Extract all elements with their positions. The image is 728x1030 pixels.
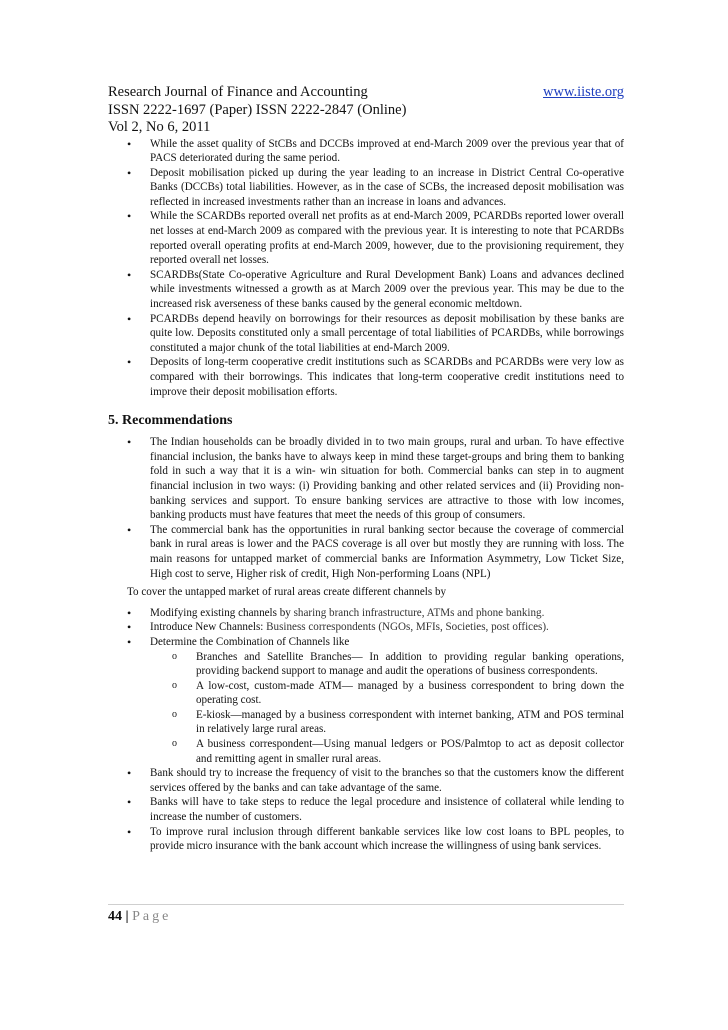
journal-header xyxy=(108,84,624,137)
sub-list-item: o A business correspondent—Using manual ledgers or POS/Palmtop to act as deposit collector and remitting agent in smaller rural areas. xyxy=(108,737,624,766)
volume-line: Vol 2, No 6, 2011 xyxy=(108,119,211,135)
list-item xyxy=(108,606,624,621)
list-item: • While the asset quality of StCBs and DCCBs improved at end-March 2009 over the previous year that of PACS deteriorated during the same period. xyxy=(108,137,624,166)
journal-title: Research Journal of Finance and Accounting xyxy=(108,84,368,100)
journal-website-link[interactable]: www.iiste.org xyxy=(543,84,624,100)
list-item: • Deposit mobilisation picked up during the year leading to an increase in District Central Co-operative Banks (DCCBs) total liabilities. However, as in the case of SCBs, the increased deposit mobilisation was reflected in increased investments rather than an increase in loans and advances. xyxy=(108,166,624,210)
list-item: • While the SCARDBs reported overall net profits as at end-March 2009, PCARDBs reported lower overall net losses at end-March 2009 as compared with the previous year. It is interesting to note that PCARDBs reported overall operating profits at end-March 2009, however, due to the provisioning requirement, they reported overall net losses. xyxy=(108,209,624,267)
closing-recommendations-list xyxy=(108,766,624,854)
channels-list xyxy=(108,606,624,650)
list-item: • The commercial bank has the opportunities in rural banking sector because the coverage of commercial bank in rural areas is lower and the PACS coverage is all over but mostly they are running with loss. The main reasons for untapped market of commercial banks are Information Asymmetry, Low Ticket Size, High cost to serve, Higher risk of credit, High Non-performing Loans (NPL) xyxy=(108,523,624,581)
sub-list-item: o Branches and Satellite Branches— In addition to providing regular banking operations, providing backend support to manage and audit the operations of business correspondents. xyxy=(108,650,624,679)
page-footer xyxy=(108,904,624,925)
list-item: • SCARDBs(State Co-operative Agriculture and Rural Development Bank) Loans and advances declined while investments witnessed a growth as at March 2009 over the previous year. This may be due to the increased risk averseness of these banks caused by the general economic meltdown. xyxy=(108,268,624,312)
footer-separator: | xyxy=(122,909,133,924)
list-item xyxy=(108,620,624,635)
channel-detail: Business correspondents (NGOs, MFIs, Societies, post offices). xyxy=(266,621,549,634)
channel-lead: Determine the Combination of Channels like xyxy=(150,635,350,648)
list-item: • The Indian households can be broadly divided in to two main groups, rural and urban. To have effective financial inclusion, the banks have to always keep in mind these target-groups and bring them to banking fold in such a way that it is a win- win situation for both. Commercial banks can step in to augment financial inclusion in two ways: (i) Providing banking and other related services and (ii) Providing non-banking services and support. To ensure banking services are attractive to those with low incomes, banking products must have features that meet the needs of this group of consumers. xyxy=(108,435,624,523)
sub-list-item: o A low-cost, custom-made ATM— managed by a business correspondent to bring down the operating cost. xyxy=(108,679,624,708)
findings-list xyxy=(108,137,624,400)
channel-lead: Introduce New Channels: xyxy=(150,621,267,634)
list-item: • Banks will have to take steps to reduce the legal procedure and insistence of collateral while lending to increase the number of customers. xyxy=(108,795,624,824)
recommendations-intro-list xyxy=(108,435,624,581)
list-item: • Bank should try to increase the frequency of visit to the branches so that the customers know the different services offered by the banks and can take advantage of the same. xyxy=(108,766,624,795)
section-heading: 5. Recommendations xyxy=(108,413,233,429)
channel-lead: Modifying existing channels by xyxy=(150,606,294,619)
list-item: • Deposits of long-term cooperative credit institutions such as SCARDBs and PCARDBs were very low as compared with their borrowings. This indicates that long-term cooperative credit institutions need to improve their deposit mobilisation efforts. xyxy=(108,355,624,399)
sub-list-item: o E-kiosk—managed by a business correspondent with internet banking, ATM and POS terminal in relatively large rural areas. xyxy=(108,708,624,737)
list-item xyxy=(108,635,624,650)
page-body xyxy=(108,84,624,854)
page-word: Page xyxy=(132,909,172,924)
page-number: 44 xyxy=(108,909,122,924)
page-number-label xyxy=(108,909,624,925)
channel-detail: sharing branch infrastructure, ATMs and phone banking. xyxy=(293,606,545,619)
list-item: • To improve rural inclusion through different bankable services like low cost loans to BPL peoples, to provide micro insurance with the bank account which increase the willingness of using bank services. xyxy=(108,825,624,854)
list-item: • PCARDBs depend heavily on borrowings for their resources as deposit mobilisation by these banks are quite low. Deposits constituted only a small percentage of total liabilities of PCARDBs, while borrowings constituted a major chunk of the total liabilities at end-March 2009. xyxy=(108,312,624,356)
issn-line: ISSN 2222-1697 (Paper) ISSN 2222-2847 (Online) xyxy=(108,101,407,118)
footer-divider xyxy=(108,904,624,905)
channel-combinations-list xyxy=(108,650,624,767)
channels-intro: To cover the untapped market of rural areas create different channels by xyxy=(127,586,447,599)
